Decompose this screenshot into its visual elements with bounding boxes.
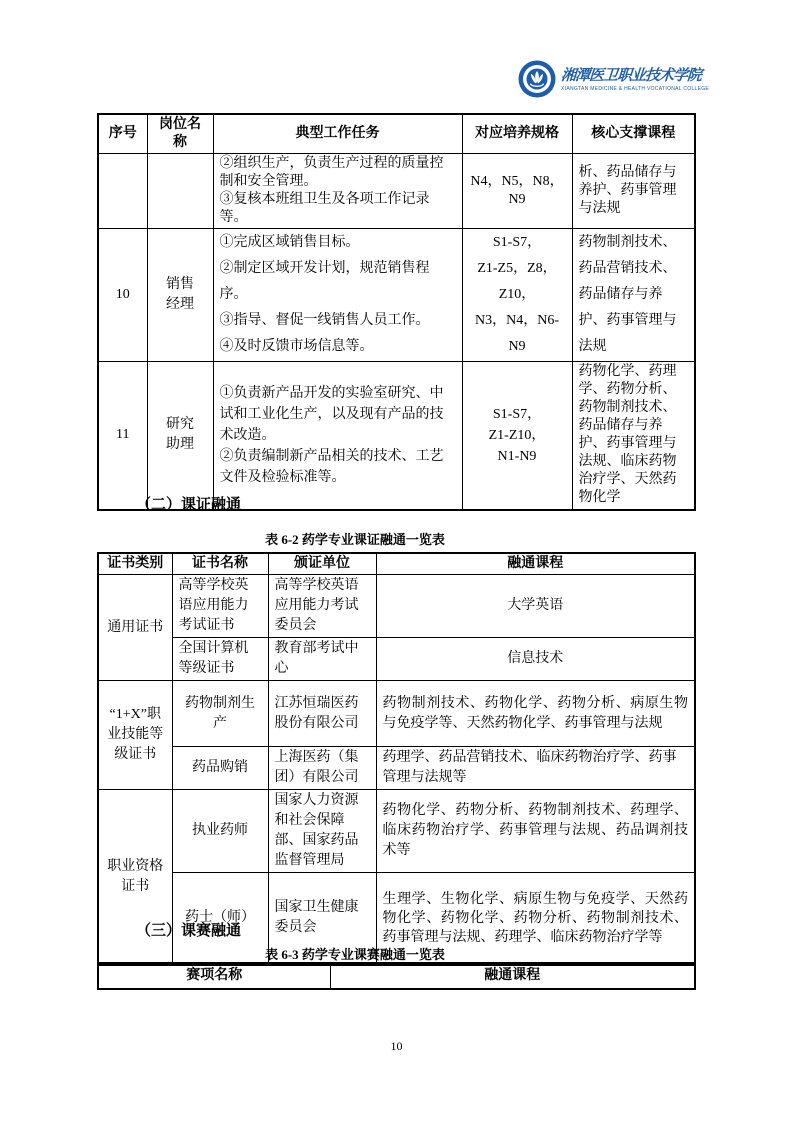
cell-cert-name: 药物制剂生产 [172, 681, 268, 747]
task-line: ③指导、督促一线销售人员工作。 [219, 313, 430, 328]
spec-line: Z10， [498, 287, 536, 302]
cell-courses: 信息技术 [376, 638, 695, 681]
task-line: ②负责编制新产品相关的技术、工艺文件及检验标准等。 [219, 448, 444, 485]
cell-cert-name: 高等学校英语应用能力考试证书 [172, 575, 268, 638]
cell-no [98, 154, 147, 229]
cell-tasks [213, 154, 462, 229]
task-line: ①负责新产品开发的实验室研究、中试和工业化生产，以及现有产品的技术改造。 [219, 385, 444, 443]
cell-courses: 药物制剂技术、药品营销技术、药品储存与养护、药事管理与法规 [572, 229, 695, 362]
header-tasks: 典型工作任务 [213, 114, 462, 154]
header-post: 岗位名称 [147, 114, 213, 154]
cell-post [147, 154, 213, 229]
table-row [98, 575, 695, 638]
college-logo [518, 60, 709, 98]
table-row [98, 790, 695, 873]
cell-tasks [213, 229, 462, 362]
cell-cert-name: 药品购销 [172, 747, 268, 790]
cell-courses: 药物制剂技术、药物化学、药物分析、病原生物与免疫学等、天然药物化学、药事管理与法规 [376, 681, 695, 747]
spec-line: S1-S7， [492, 235, 542, 250]
cell-courses: 析、药品储存与养护、药事管理与法规 [572, 154, 695, 229]
college-name-english: XIANGTAN MEDICINE & HEALTH VOCATIONAL COLLEGE [561, 86, 710, 92]
table-6-2-caption: 表 6-2 药学专业课证融通一览表 [265, 532, 445, 547]
spec-line: N3，N4，N6-N9 [475, 313, 559, 354]
cell-category: 职业资格证书 [98, 790, 172, 965]
competitions-table [97, 962, 696, 990]
certificates-header-row [98, 553, 695, 575]
table-row [98, 681, 695, 747]
header-event-courses: 融通课程 [330, 963, 695, 989]
cell-no: 11 [98, 362, 147, 510]
cell-tasks [213, 362, 462, 510]
cell-issuer: 高等学校英语应用能力考试委员会 [268, 575, 376, 638]
college-emblem-icon [518, 60, 556, 98]
header-cert-issuer: 颁证单位 [268, 553, 376, 575]
table-row [98, 638, 695, 681]
college-logo-text [561, 60, 709, 92]
spec-line: N4，N5，N8， [470, 174, 564, 189]
header-courses: 核心支撑课程 [572, 114, 695, 154]
job-posts-table [97, 113, 696, 511]
cell-cert-name: 全国计算机等级证书 [172, 638, 268, 681]
certificates-table [97, 552, 696, 966]
task-line: ①完成区域销售目标。 [219, 235, 360, 250]
table-row [98, 229, 695, 362]
cell-issuer: 教育部考试中心 [268, 638, 376, 681]
header-no: 序号 [98, 114, 147, 154]
page-number: 10 [390, 1039, 403, 1053]
cell-post: 研究 助理 [147, 362, 213, 510]
cell-specs [462, 362, 572, 510]
cell-courses: 药理学、药品营销技术、临床药物治疗学、药事管理与法规等 [376, 747, 695, 790]
table-row [98, 154, 695, 229]
table-row [98, 747, 695, 790]
header-cert-category: 证书类别 [98, 553, 172, 575]
spec-line: S1-S7， [492, 406, 542, 422]
job-posts-header-row [98, 114, 695, 154]
spec-line: N1-N9 [497, 448, 537, 464]
cell-issuer: 国家卫生健康委员会 [268, 873, 376, 965]
section-heading-kezheng: （二）课证融通 [136, 497, 242, 513]
cell-issuer: 江苏恒瑞医药股份有限公司 [268, 681, 376, 747]
cell-cert-name: 药士（师） [172, 873, 268, 965]
cell-issuer: 上海医药（集团）有限公司 [268, 747, 376, 790]
header-cert-courses: 融通课程 [376, 553, 695, 575]
task-line: ②制定区域开发计划，规范销售程序。 [219, 261, 430, 302]
cell-post: 销售 经理 [147, 229, 213, 362]
cell-specs [462, 154, 572, 229]
task-line: ③复核本班组卫生及各项工作记录等。 [219, 192, 430, 225]
competitions-header-row [98, 963, 695, 989]
cell-category: 通用证书 [98, 575, 172, 681]
cell-courses: 生理学、生物化学、病原生物与免疫学、天然药物化学、药物化学、药物分析、药物制剂技术、药事管理与法规、药理学、临床药物治疗学等 [376, 873, 695, 965]
cell-courses: 大学英语 [376, 575, 695, 638]
cell-issuer: 国家人力资源和社会保障部、国家药品监督管理局 [268, 790, 376, 873]
table-6-3-caption: 表 6-3 药学专业课赛融通一览表 [265, 947, 445, 962]
college-name-chinese: 湘潭医卫职业技术学院 [560, 68, 702, 84]
cell-courses: 药物化学、药理学、药物分析、药物制剂技术、药品储存与养护、药事管理与法规、临床药物治疗学、天然药物化学 [572, 362, 695, 510]
header-cert-name: 证书名称 [172, 553, 268, 575]
header-specs: 对应培养规格 [462, 114, 572, 154]
task-line: ②组织生产，负责生产过程的质量控制和安全管理。 [219, 156, 444, 189]
table-row [98, 362, 695, 510]
cell-specs [462, 229, 572, 362]
spec-line: N9 [508, 192, 526, 207]
header-event-name: 赛项名称 [98, 963, 330, 989]
cell-category: “1+X”职业技能等级证书 [98, 681, 172, 790]
spec-line: Z1-Z5，Z8， [477, 261, 557, 276]
cell-courses: 药物化学、药物分析、药物制剂技术、药理学、临床药物治疗学、药事管理与法规、药品调剂技术等 [376, 790, 695, 873]
cell-no: 10 [98, 229, 147, 362]
cell-cert-name: 执业药师 [172, 790, 268, 873]
section-heading-kesai: （三）课赛融通 [136, 923, 242, 939]
spec-line: Z1-Z10， [488, 427, 546, 443]
task-line: ④及时反馈市场信息等。 [219, 339, 374, 354]
